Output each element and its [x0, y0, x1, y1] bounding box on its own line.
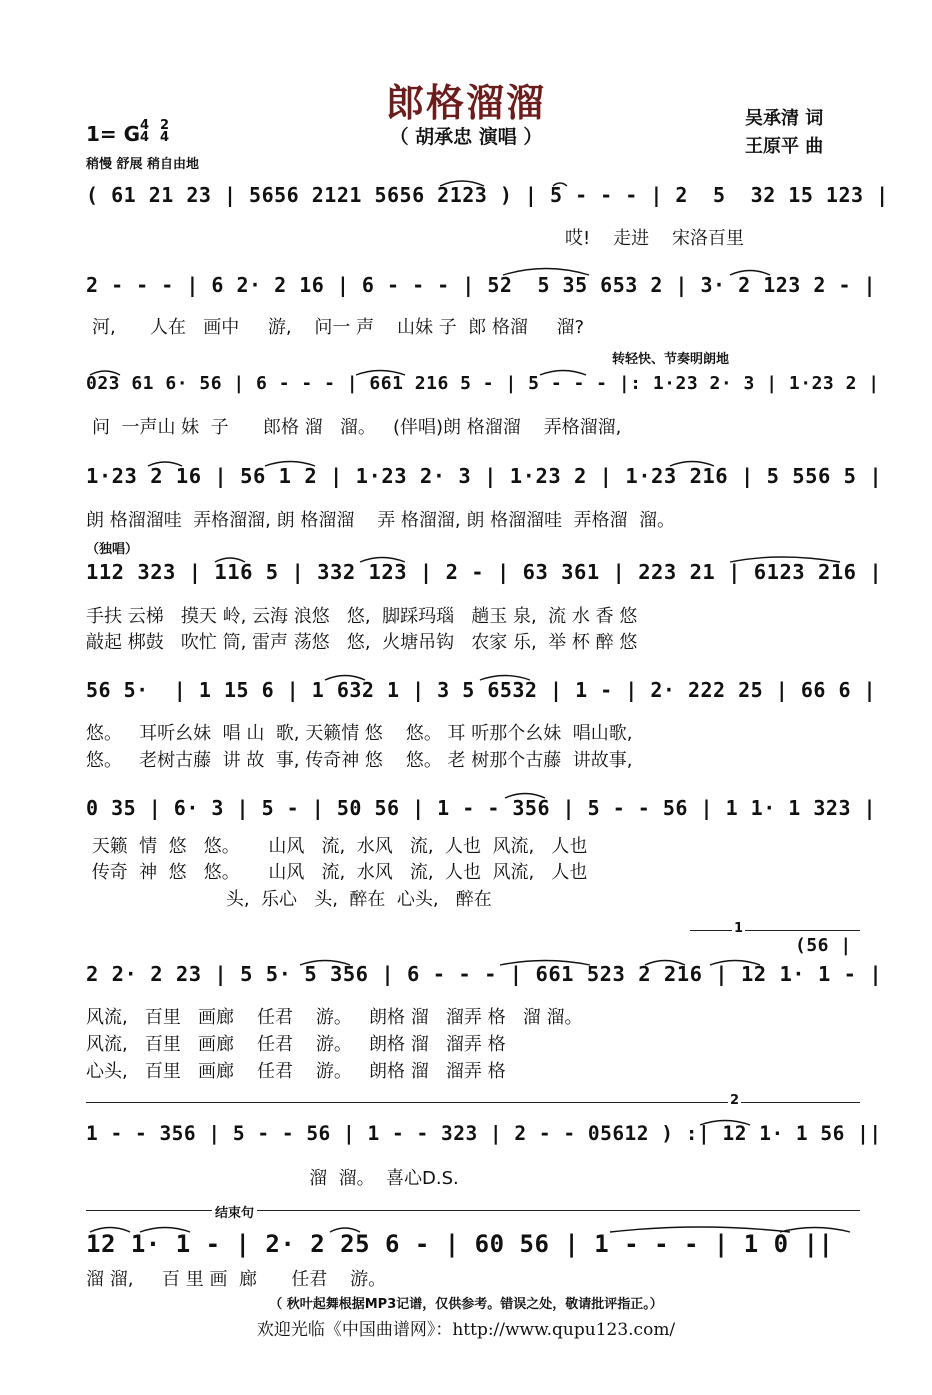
- meter-2-4: 2 4: [160, 118, 170, 145]
- slur: [330, 1228, 360, 1232]
- lyric-line-8c: 心头, 百里 画廊 任君 游。 朗格 溜 溜弄 格: [86, 1061, 506, 1082]
- lyric-line-3: 问 一声山 妹 子 郎格 溜 溜。 (伴唱)朗 格溜溜 弄格溜溜,: [92, 417, 622, 438]
- slur: [148, 462, 182, 466]
- slur: [553, 183, 567, 186]
- lyric-line-1: 哎! 走进 宋洛百里: [565, 228, 744, 249]
- lyric-line-7b: 传奇 神 悠 悠。 山风 流, 水风 流, 人也 风流, 人也: [86, 862, 588, 883]
- lyric-line-9: 溜 溜。 喜心D.S.: [86, 1168, 459, 1189]
- lyric-line-4: 朗 格溜溜哇 弄格溜溜, 朗 格溜溜 弄 格溜溜, 朗 格溜溜哇 弄格溜 溜。: [86, 510, 675, 531]
- slur: [356, 371, 405, 376]
- lyric-line-2: 河, 人在 画中 游, 问一 声 山妹 子 郎 格溜 溜?: [92, 317, 585, 338]
- lyric-line-7c: 头, 乐心 头, 醉在 心头, 醉在: [100, 889, 492, 910]
- tempo-marking: 稍慢 舒展 稍自由地: [86, 157, 200, 172]
- slur: [645, 961, 685, 966]
- notation-line-10: 12 1· 1 - | 2· 2 25 6 - | 60 56 | 1 - - - | 1 0 ||: [86, 1230, 834, 1258]
- volta-2-number: 2: [730, 1093, 740, 1108]
- slur: [90, 1228, 130, 1233]
- slur: [215, 558, 245, 562]
- meter-4-4: 4 4: [140, 118, 150, 145]
- slur: [710, 961, 760, 966]
- slur: [670, 462, 714, 467]
- lyric-line-7a: 天籁 情 悠 悠。 山风 流, 水风 流, 人也 风流, 人也: [86, 836, 588, 857]
- key-signature: 1= G: [86, 122, 141, 146]
- slur: [325, 676, 365, 681]
- tempo-change-marking: 转轻快、节奏明朗地: [612, 352, 730, 367]
- volta-1-number: 1: [734, 921, 744, 936]
- slur: [300, 961, 350, 966]
- notation-line-4: 1·23 2 16 | 56 1 2 | 1·23 2· 3 | 1·23 2 | 1·23 216 | 5 556 5 |: [86, 464, 883, 488]
- slur: [265, 462, 315, 467]
- slur: [360, 558, 405, 563]
- slur: [505, 794, 545, 799]
- lyric-line-5a: 手扶 云梯 摸天 岭, 云海 浪悠 悠, 脚踩玛瑙 趟玉 泉, 流 水 香 悠: [86, 606, 638, 627]
- notation-line-6: 56 5· | 1 15 6 | 1 632 1 | 3 5 6532 | 1 - | 2· 222 25 | 66 6 |: [86, 678, 877, 702]
- slur: [540, 371, 586, 376]
- slur: [780, 1228, 850, 1233]
- slur: [730, 557, 840, 562]
- transcription-note: （ 秋叶起舞根据MP3记谱，仅供参考。错误之处，敬请批评指正。）: [269, 1297, 663, 1312]
- notation-line-2: 2 - - - | 6 2· 2 16 | 6 - - - | 52 5 35 653 2 | 3· 2 123 2 - |: [86, 273, 877, 297]
- lyric-line-6a: 悠。 耳听幺妹 唱 山 歌, 天籁情 悠 悠。 耳 听那个幺妹 唱山歌,: [86, 723, 633, 744]
- lyric-line-8a: 风流, 百里 画廊 任君 游。 朗格 溜 溜弄 格 溜 溜。: [86, 1007, 583, 1028]
- slur: [440, 181, 484, 186]
- slur: [610, 1227, 790, 1232]
- ending-marking: 结束句: [212, 1202, 257, 1221]
- solo-marking: （独唱）: [86, 542, 139, 557]
- slur: [140, 1228, 190, 1233]
- notation-line-8: 2 2· 2 23 | 5 5· 5 356 | 6 - - - | 661 523 2 216 | 12 1· 1 - |: [86, 962, 883, 986]
- slur: [730, 271, 770, 276]
- notation-line-5: 112 323 | 116 5 | 332 123 | 2 - | 63 361 | 223 21 | 6123 216 |: [86, 560, 883, 584]
- slur: [700, 1121, 750, 1126]
- volta-bracket-notes: (56 |: [795, 935, 852, 956]
- lyric-line-8b: 风流, 百里 画廊 任君 游。 朗格 溜 溜弄 格: [86, 1034, 506, 1055]
- lyric-line-6b: 悠。 老树古藤 讲 故 事, 传奇神 悠 悠。 老 树那个古藤 讲故事,: [86, 750, 633, 771]
- song-title: 郎格溜溜: [385, 81, 546, 125]
- notation-line-9: 1 - - 356 | 5 - - 56 | 1 - - 323 | 2 - - 05612 ) :| 12 1· 1 56 ||: [86, 1122, 882, 1145]
- slur: [503, 269, 589, 276]
- slur: [90, 371, 120, 375]
- welcome-link: 欢迎光临《中国曲谱网》：http://www.qupu123.com/: [256, 1320, 676, 1340]
- slur: [480, 676, 530, 681]
- lyric-line-10: 溜 溜, 百 里 画 廊 任君 游。: [86, 1269, 387, 1290]
- notation-line-1: ( 61 21 23 | 5656 2121 5656 2123 ) | 5 - - - | 2 5 32 15 123 |: [86, 183, 889, 207]
- lyric-line-5b: 敲起 梆鼓 吹忙 筒, 雷声 荡悠 悠, 火塘吊钩 农家 乐, 举 杯 醉 悠: [86, 632, 638, 653]
- slur: [500, 961, 590, 966]
- notation-line-3: 023 61 6· 56 | 6 - - - | 661 216 5 - | 5 - - - |: 1·23 2· 3 | 1·23 2 |: [86, 373, 880, 394]
- singer-line: （ 胡承忠 演唱 ）: [389, 126, 543, 148]
- composer-credit: 王原平 曲: [745, 136, 824, 157]
- lyricist-credit: 吴承清 词: [745, 108, 824, 129]
- notation-line-7: 0 35 | 6· 3 | 5 - | 50 56 | 1 - - 356 | 5 - - 56 | 1 1· 1 323 |: [86, 796, 877, 820]
